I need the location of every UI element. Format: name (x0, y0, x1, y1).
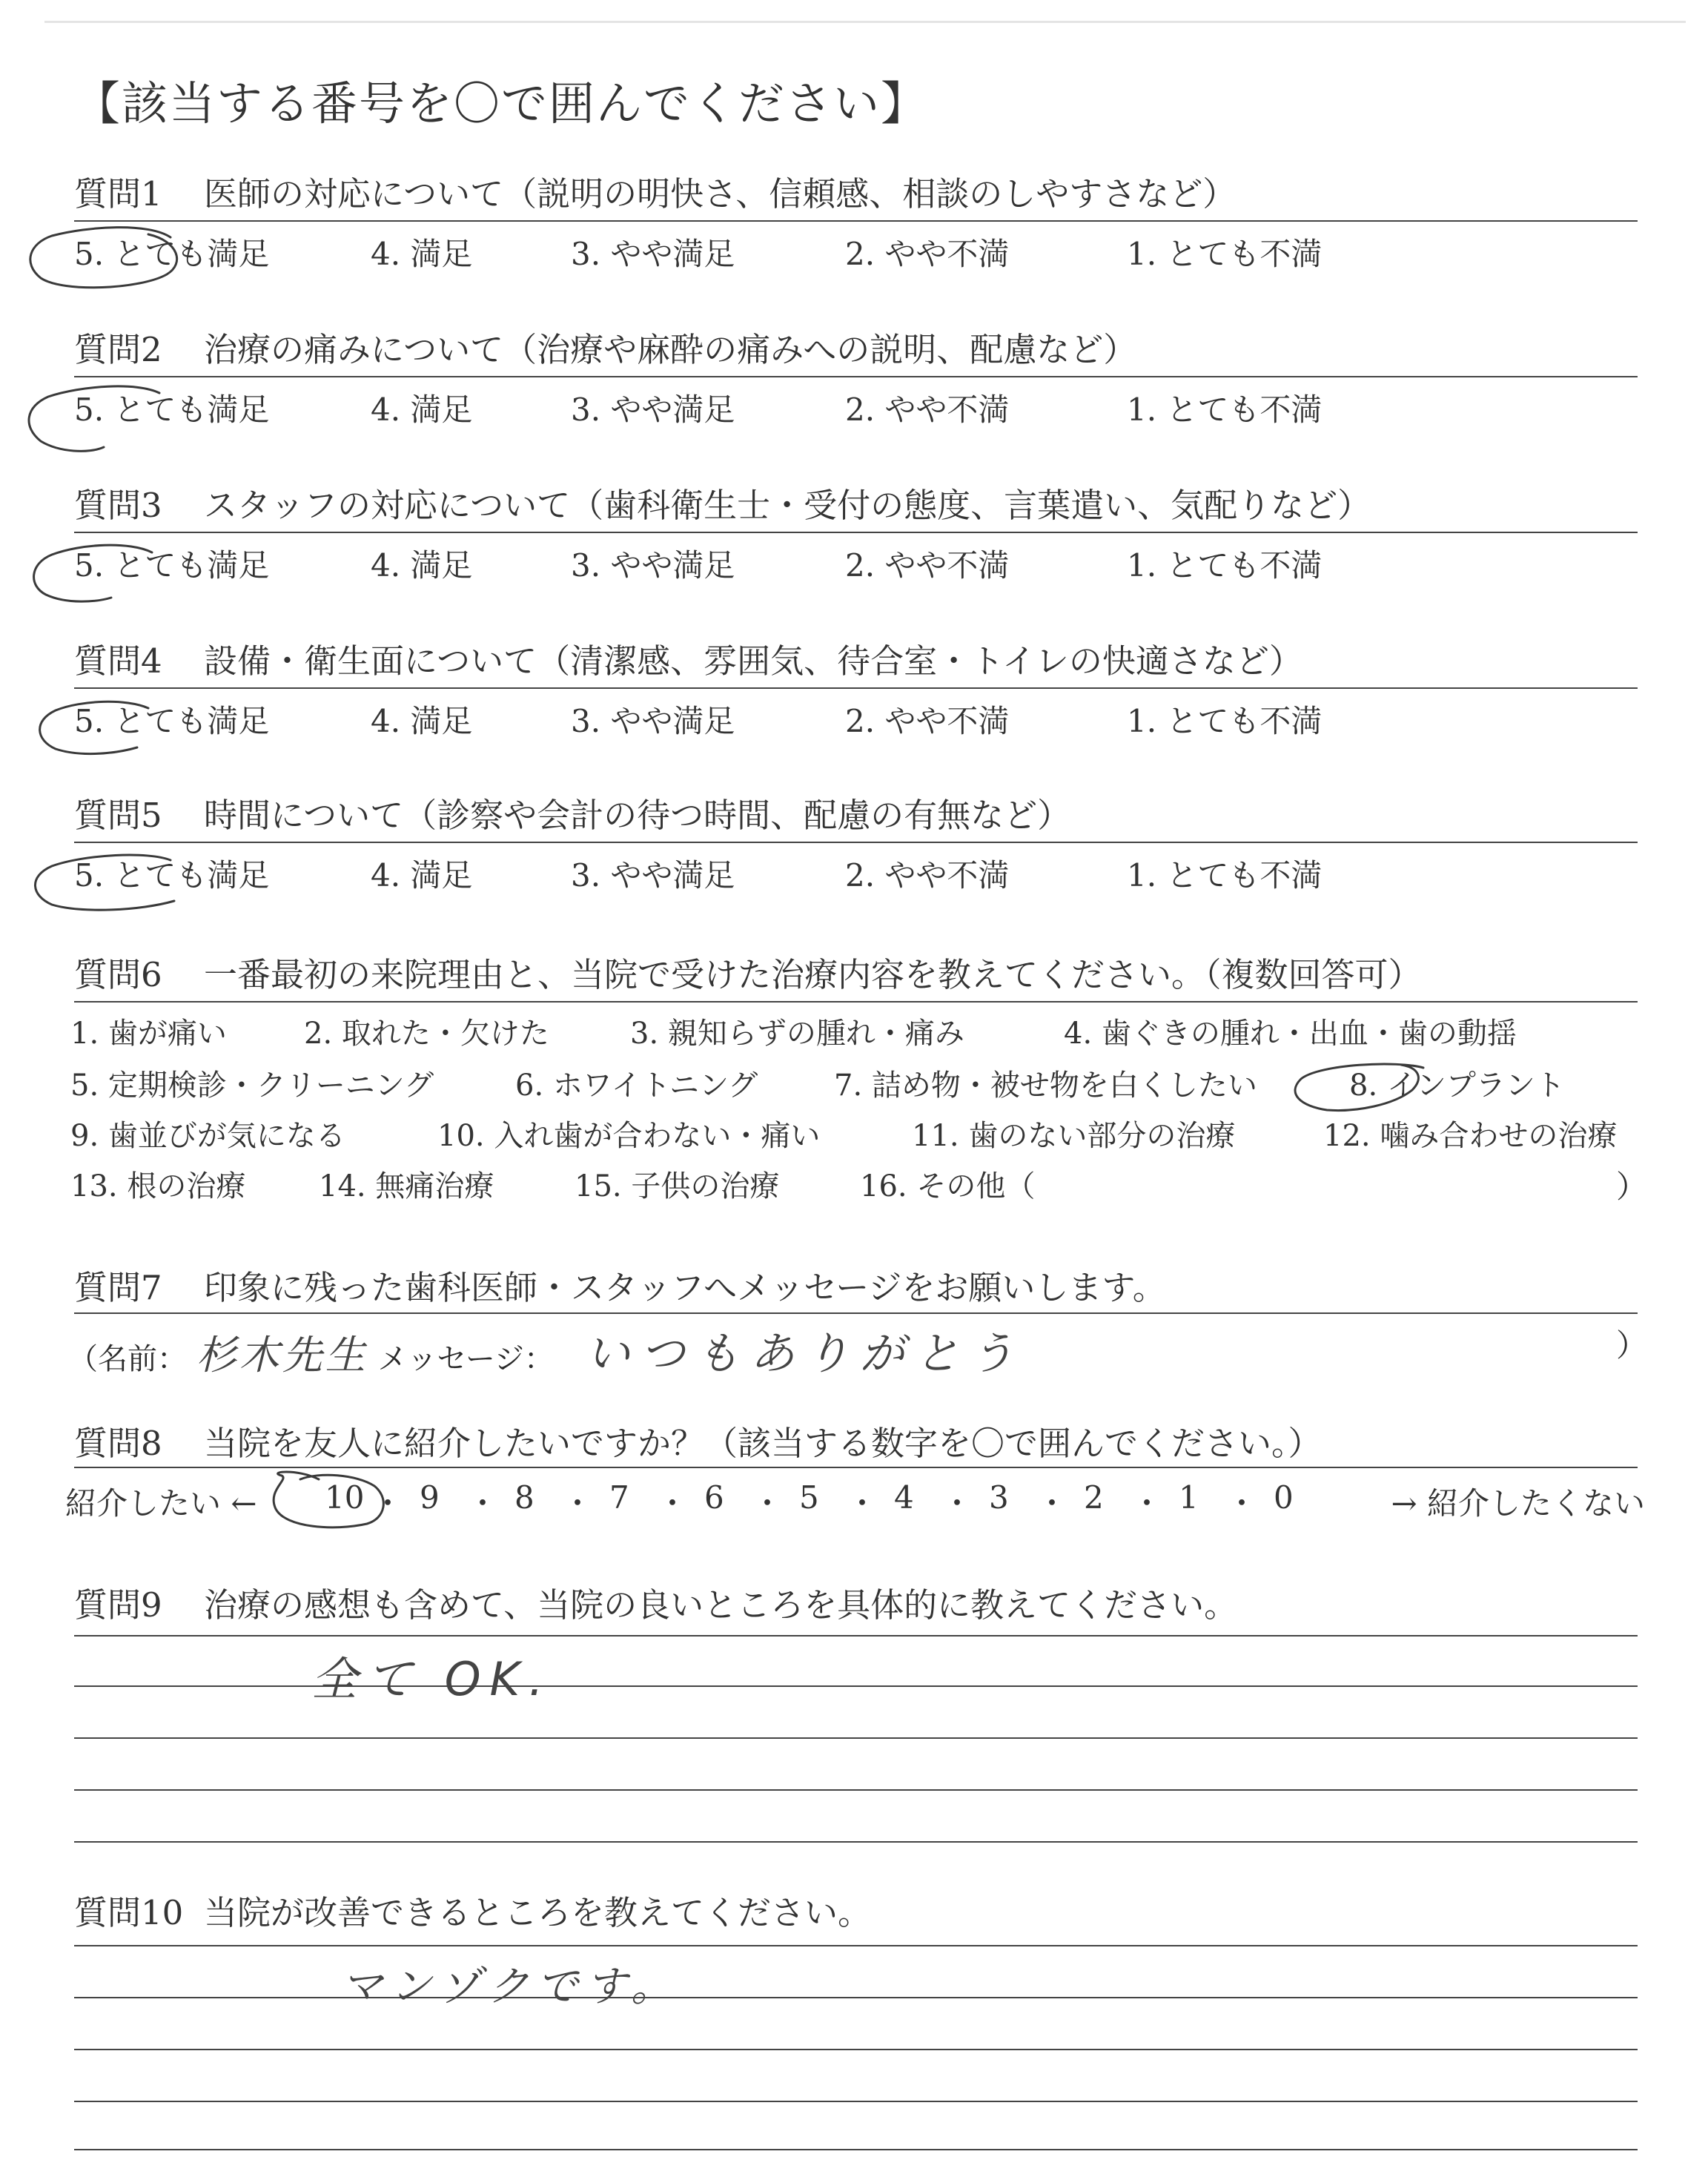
question-7-title (74, 1261, 1166, 1309)
top-border (44, 21, 1686, 23)
scale-value[interactable]: 8 (514, 1479, 534, 1516)
divider (74, 842, 1638, 843)
rating-options (74, 230, 1638, 272)
reason-option[interactable]: 4. 歯ぐきの腫れ・出血・歯の動揺 (1064, 1017, 1517, 1051)
rating-option-2[interactable]: 2. やや不満 (845, 236, 1010, 272)
scale-left-label: 紹介したい ← (65, 1485, 257, 1522)
rating-option-2[interactable]: 2. やや不満 (845, 392, 1010, 428)
reason-option[interactable]: 7. 詰め物・被せ物を白くしたい (834, 1069, 1257, 1103)
rating-option-1[interactable]: 1. とても不満 (1127, 547, 1323, 584)
question-text: 一番最初の来院理由と、当院で受けた治療内容を教えてください。（複数回答可） (204, 955, 1422, 994)
question-label: 質問9 (74, 1585, 162, 1625)
reason-option[interactable]: 5. 定期検診・クリーニング (70, 1069, 434, 1103)
scale-separator: ・ (941, 1485, 973, 1522)
reason-option[interactable]: 9. 歯並びが気になる (70, 1119, 345, 1153)
question-2-title (74, 323, 1136, 371)
question-10-title (74, 1886, 871, 1934)
reason-row (70, 1163, 1642, 1203)
q10-handwritten-answer[interactable]: マンゾクです。 (341, 1963, 680, 2011)
rating-option-2[interactable]: 2. やや不満 (845, 703, 1010, 739)
answer-line (74, 1789, 1638, 1791)
scale-value[interactable]: 4 (894, 1479, 914, 1516)
scale-value[interactable]: 3 (989, 1479, 1009, 1516)
rating-option-4[interactable]: 4. 満足 (371, 392, 473, 428)
reason-row (70, 1010, 1642, 1051)
rating-option-3[interactable]: 3. やや満足 (571, 547, 735, 584)
rating-options (74, 541, 1638, 584)
answer-line (74, 1635, 1638, 1636)
rating-option-1[interactable]: 1. とても不満 (1127, 236, 1323, 272)
reason-option[interactable]: 12. 噛み合わせの治療 (1323, 1119, 1618, 1153)
scale-value[interactable]: 2 (1084, 1479, 1104, 1516)
rating-option-3[interactable]: 3. やや満足 (571, 392, 735, 428)
rating-option-5[interactable]: 5. とても満足 (74, 392, 270, 428)
rating-option-3[interactable]: 3. やや満足 (571, 857, 735, 894)
scale-separator: ・ (467, 1485, 499, 1522)
question-label: 質問5 (74, 796, 162, 835)
question-label: 質問7 (74, 1268, 162, 1307)
rating-option-2[interactable]: 2. やや不満 (845, 547, 1010, 584)
scale-separator: ・ (752, 1485, 784, 1522)
rating-option-3[interactable]: 3. やや満足 (571, 236, 735, 272)
reason-option[interactable]: 13. 根の治療 (70, 1169, 246, 1203)
page-title: 【該当する番号を〇で囲んでください】 (74, 76, 929, 131)
rating-options (74, 851, 1638, 894)
scale-separator: ・ (562, 1485, 594, 1522)
reason-option[interactable]: 16. その他（ (860, 1169, 1036, 1203)
answer-line (74, 2049, 1638, 2050)
reason-option[interactable]: 6. ホワイトニング (515, 1069, 758, 1103)
handwritten-name[interactable]: 杉木先生 (196, 1332, 368, 1378)
question-label: 質問10 (74, 1893, 184, 1932)
q9-handwritten-answer[interactable]: 全て OK. (311, 1652, 552, 1706)
message-label: メッセージ： (377, 1342, 555, 1376)
name-prefix: （名前： (68, 1342, 187, 1376)
answer-line (74, 1685, 1638, 1687)
scale-value[interactable]: 7 (609, 1479, 629, 1516)
divider (74, 687, 1638, 689)
rating-option-1[interactable]: 1. とても不満 (1127, 857, 1323, 894)
question-text: 設備・衛生面について（清潔感、雰囲気、待合室・トイレの快適さなど） (204, 641, 1302, 681)
scale-separator: ・ (1131, 1485, 1163, 1522)
question-text: スタッフの対応について（歯科衛生士・受付の態度、言葉遣い、気配りなど） (204, 486, 1371, 525)
rating-options (74, 386, 1638, 428)
rating-option-5[interactable]: 5. とても満足 (74, 547, 270, 584)
q7-close-paren: ） (1616, 1327, 1648, 1364)
scale-value[interactable]: 1 (1179, 1479, 1199, 1516)
scale-value[interactable]: 0 (1274, 1479, 1294, 1516)
scale-separator: ・ (1226, 1485, 1258, 1522)
reason-option[interactable]: 10. 入れ歯が合わない・痛い (437, 1119, 821, 1153)
question-text: 治療の感想も含めて、当院の良いところを具体的に教えてください。 (204, 1585, 1238, 1625)
reason-option[interactable]: 8. インプラント (1349, 1069, 1565, 1103)
scale-value[interactable]: 6 (704, 1479, 724, 1516)
answer-line (74, 1945, 1638, 1946)
scale-right-label: → 紹介したくない (1391, 1485, 1645, 1522)
question-4-title (74, 634, 1302, 682)
q6-close-paren: ） (1616, 1169, 1648, 1205)
reason-option[interactable]: 15. 子供の治療 (575, 1169, 780, 1203)
question-text: 時間について（診察や会計の待つ時間、配慮の有無など） (204, 796, 1071, 835)
reason-option[interactable]: 11. 歯のない部分の治療 (912, 1119, 1236, 1153)
scale-separator: ・ (847, 1485, 878, 1522)
rating-option-5[interactable]: 5. とても満足 (74, 703, 270, 739)
question-label: 質問8 (74, 1424, 162, 1463)
divider (74, 376, 1638, 377)
question-text: 印象に残った歯科医師・スタッフへメッセージをお願いします。 (204, 1268, 1166, 1307)
rating-options (74, 697, 1638, 739)
q8-scale (65, 1479, 1645, 1522)
divider (74, 220, 1638, 222)
question-9-title (74, 1578, 1237, 1626)
rating-option-1[interactable]: 1. とても不満 (1127, 392, 1323, 428)
reason-row (70, 1062, 1642, 1103)
rating-option-5[interactable]: 5. とても満足 (74, 857, 270, 894)
answer-line (74, 2149, 1638, 2150)
rating-option-1[interactable]: 1. とても不満 (1127, 703, 1323, 739)
rating-option-4[interactable]: 4. 満足 (371, 857, 473, 894)
scale-value[interactable]: 5 (799, 1479, 819, 1516)
reason-option[interactable]: 1. 歯が痛い (70, 1017, 227, 1051)
question-label: 質問3 (74, 486, 162, 525)
question-label: 質問1 (74, 174, 162, 214)
question-text: 治療の痛みについて（治療や麻酔の痛みへの説明、配慮など） (204, 330, 1137, 369)
answer-line (74, 2101, 1638, 2102)
reason-row (70, 1112, 1642, 1153)
answer-line (74, 1737, 1638, 1739)
question-1-title (74, 167, 1236, 215)
handwritten-message[interactable]: いつもありがとう (585, 1328, 1025, 1380)
rating-option-4[interactable]: 4. 満足 (371, 236, 473, 272)
scale-separator: ・ (372, 1485, 404, 1522)
question-label: 質問2 (74, 330, 162, 369)
question-text: 当院を友人に紹介したいですか？（該当する数字を〇で囲んでください。） (204, 1424, 1322, 1463)
question-6-title (74, 948, 1422, 996)
scale-value[interactable]: 10 (325, 1479, 365, 1516)
reason-option[interactable]: 14. 無痛治療 (319, 1169, 494, 1203)
answer-line (74, 1841, 1638, 1843)
reason-option[interactable]: 3. 親知らずの腫れ・痛み (630, 1017, 964, 1051)
divider (74, 1001, 1638, 1003)
scale-separator: ・ (657, 1485, 689, 1522)
question-8-title (74, 1416, 1322, 1464)
question-text: 当院が改善できるところを教えてください。 (204, 1893, 872, 1932)
question-3-title (74, 478, 1371, 526)
question-label: 質問4 (74, 641, 162, 681)
rating-option-5[interactable]: 5. とても満足 (74, 236, 270, 272)
answer-line (74, 1997, 1638, 1998)
rating-option-4[interactable]: 4. 満足 (371, 547, 473, 584)
scale-value[interactable]: 9 (420, 1479, 440, 1516)
q7-answer-row (68, 1318, 1025, 1382)
divider (74, 1467, 1638, 1468)
divider (74, 1312, 1638, 1314)
rating-option-4[interactable]: 4. 満足 (371, 703, 473, 739)
reason-option[interactable]: 2. 取れた・欠けた (304, 1017, 549, 1051)
question-label: 質問6 (74, 955, 162, 994)
rating-option-3[interactable]: 3. やや満足 (571, 703, 735, 739)
scale-separator: ・ (1036, 1485, 1068, 1522)
divider (74, 532, 1638, 533)
rating-option-2[interactable]: 2. やや不満 (845, 857, 1010, 894)
question-text: 医師の対応について（説明の明快さ、信頼感、相談のしやすさなど） (204, 174, 1237, 214)
question-5-title (74, 788, 1070, 836)
